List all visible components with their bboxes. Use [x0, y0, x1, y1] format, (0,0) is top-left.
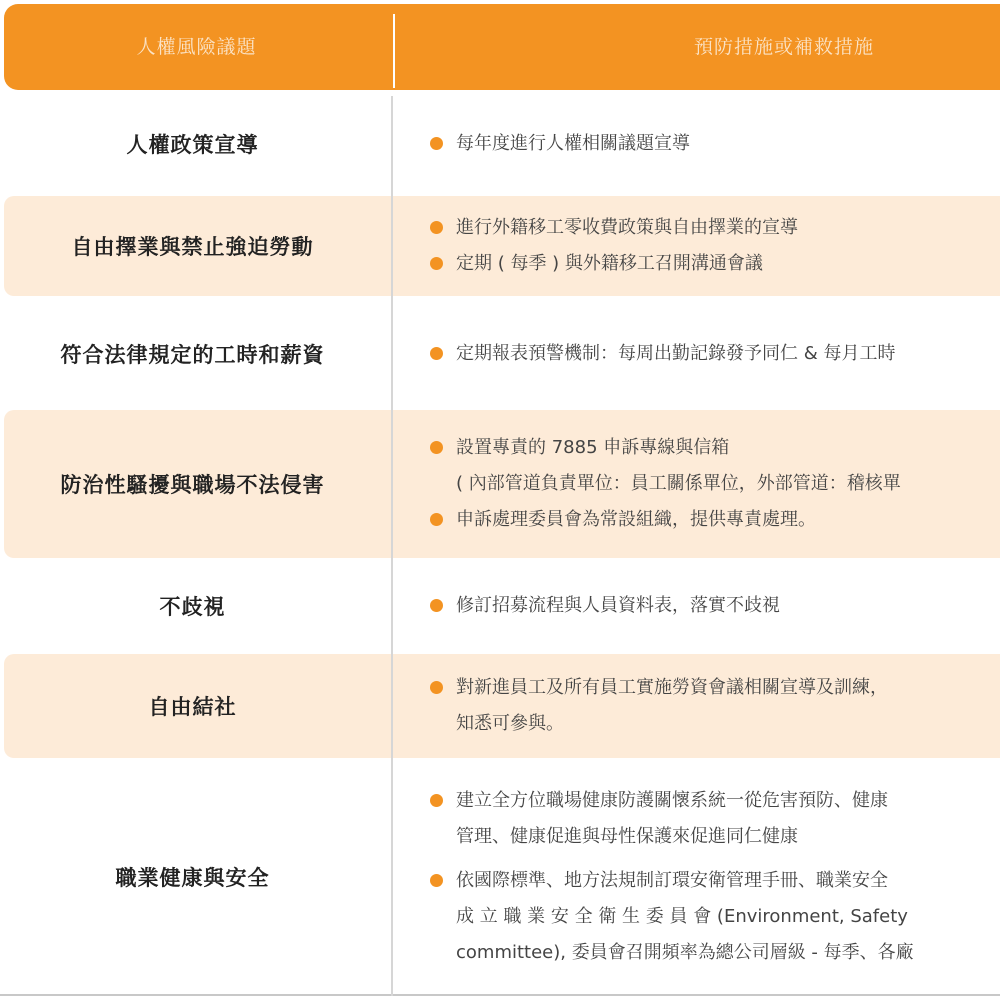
measures-cell: [428, 196, 798, 296]
header-divider: [393, 14, 395, 88]
bullet-dot-icon: [430, 441, 443, 454]
measure-item: 依國際標準、地方法規制訂環安衛管理手冊、職業安全 成 立 職 業 安 全 衛 生 委 員 會 (Environment, Safety committee), 委員會召開頻率為總公司層級 - 每季、各廠: [428, 863, 914, 971]
measure-item: 每年度進行人權相關議題宣導: [428, 126, 690, 162]
table-header: [4, 4, 1000, 90]
measures-cell: [428, 654, 888, 758]
measures-cell: [428, 560, 780, 652]
header-measures: 預防措施或補救措施: [693, 36, 874, 58]
measures-cell: [428, 766, 914, 988]
measures-cell: [428, 410, 901, 558]
measure-item: 進行外籍移工零收費政策與自由擇業的宣導: [428, 210, 798, 246]
measure-item: 定期報表預警機制：每周出勤記錄發予同仁 & 每月工時: [428, 336, 895, 372]
bullet-dot-icon: [430, 221, 443, 234]
bullet-dot-icon: [430, 257, 443, 270]
risk-issue-cell: 符合法律規定的工時和薪資: [60, 343, 325, 367]
measure-item: 建立全方位職場健康防護關懷系統一從危害預防、健康 管理、健康促進與母性保護來促進同仁健康: [428, 783, 914, 855]
bullet-dot-icon: [430, 874, 443, 887]
risk-issue-cell: 職業健康與安全: [115, 866, 270, 890]
bullet-dot-icon: [430, 794, 443, 807]
table-row: [0, 654, 1000, 758]
header-risk-issue: 人權風險議題: [136, 36, 257, 58]
measure-item: 申訴處理委員會為常設組織，提供專責處理。: [428, 502, 901, 538]
risk-issue-cell: 防治性騷擾與職場不法侵害: [60, 473, 325, 497]
risk-issue-cell: 人權政策宣導: [126, 133, 259, 157]
bullet-dot-icon: [430, 513, 443, 526]
bullet-dot-icon: [430, 137, 443, 150]
risk-issue-cell: 不歧視: [159, 595, 226, 619]
risk-issue-cell: 自由擇業與禁止強迫勞動: [71, 235, 314, 259]
measure-item: 定期 ( 每季 ) 與外籍移工召開溝通會議: [428, 246, 798, 282]
measure-item: 設置專責的 7885 申訴專線與信箱 ( 內部管道負責單位：員工關係單位，外部管道：稽核單: [428, 430, 901, 502]
bullet-dot-icon: [430, 599, 443, 612]
table-bottom-rule: [0, 994, 1000, 996]
table-row: [0, 560, 1000, 652]
table-row: [0, 766, 1000, 988]
column-divider: [391, 96, 393, 996]
risk-issue-cell: 自由結社: [148, 695, 237, 719]
measures-cell: [428, 300, 895, 408]
measures-cell: [428, 96, 690, 192]
table-row: [0, 96, 1000, 192]
measure-item: 修訂招募流程與人員資料表，落實不歧視: [428, 588, 780, 624]
table-row: [0, 196, 1000, 296]
measure-item: 對新進員工及所有員工實施勞資會議相關宣導及訓練， 知悉可參與。: [428, 670, 888, 742]
bullet-dot-icon: [430, 347, 443, 360]
table-row: [0, 410, 1000, 558]
table-row: [0, 300, 1000, 408]
bullet-dot-icon: [430, 681, 443, 694]
